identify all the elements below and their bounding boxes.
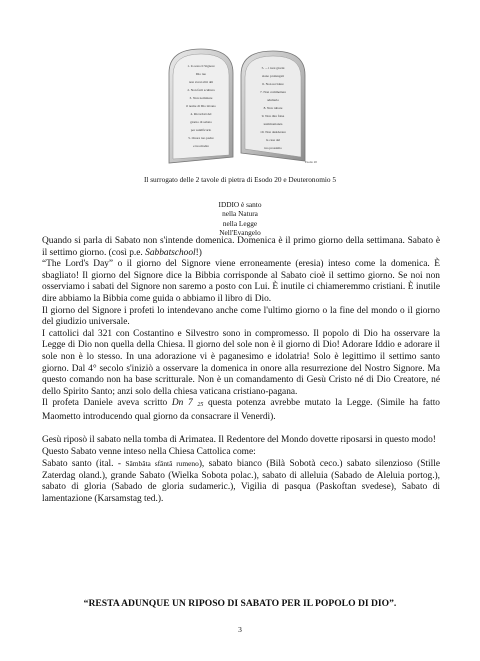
tablet-commandment-line: la casa del — [265, 138, 281, 142]
paragraph-jesus-rested: Gesù riposò il sabato nella tomba di Arimatea. Il Redentore del Mondo dovette riposarsi in questo modo! — [42, 435, 436, 446]
tablet-commandment-line: e tua madre — [193, 144, 209, 148]
tablet-commandment-line: 7. Non commettere — [259, 90, 287, 94]
tablet-commandment-line: 6. Non uccidere — [262, 82, 284, 86]
tablet-commandment-line: 9. Non dire falsa — [261, 114, 285, 118]
tablet-commandment-line: 1. Io sono il Signore — [187, 64, 215, 68]
stone-tablets-illustration — [163, 45, 318, 167]
tablet-commandment-line: non avrai altri dèi — [188, 80, 214, 84]
motto-block — [0, 200, 480, 238]
tablet-commandment-line: adulterio — [266, 98, 280, 102]
paragraph-sabato-definition: Quando si parla di Sabato non s'intende domenica. Domenica è il primo giorno della settimana. Sabato è il settimo giorno. (così p.e. Sabbatschool!) — [42, 236, 440, 258]
tablet-commandment-line: 4. Ricordati del — [190, 112, 212, 116]
paragraph-prophets: Il giorno del Signore i profeti lo intendevano anche come l'ultimo giorno o la fine del mondo o il giorno del giudizio universale. — [42, 305, 440, 328]
bible-reference: Dn 7 — [171, 398, 193, 409]
tablet-commandment-line: 10. Non desiderare — [260, 130, 286, 134]
tablet-commandment-line: 8. Non rubare — [263, 106, 283, 110]
tablet-commandment-line: testimonianza — [263, 122, 283, 126]
tablet-commandment-line: 5. Onora tuo padre — [188, 136, 214, 140]
paragraph-daniel: Il profeta Daniele aveva scritto Dn 7 25 questa potenza avrebbe mutato la Legge. (Simile ha fatto Maometto introducendo qual giorno da consacrare il Venerdì). — [42, 398, 440, 422]
tablet-commandment-line: 2. Non farti scultura — [187, 88, 215, 92]
motto-line: IDDIO è santo — [218, 200, 262, 209]
tablet-commandment-line: il nome di Dio invano — [186, 104, 216, 108]
closing-quote: “RESTA ADUNQUE UN RIPOSO DI SABATO PER IL POPOLO DI DIO”. — [83, 598, 397, 609]
tablet-commandment-line: tuo prossimo — [264, 146, 282, 150]
paragraph-sabbath-names: Sabato santo (ital. - Sâmbăta sfântă rumeno), sabato bianco (Bilà Sobotà ceco.) sabato silenzioso (Stille Zaterdag oland.), grande Sabato (Wielka Sobota polac.), sabato di alleluia (Sabado de Aleluia portog.), sabato di gloria (Sabado de gloria sudameric.), Vigilia di pasqua (Paskoftan svedese), Sabato di lamentazione (Karsamstag ted.). — [42, 459, 440, 505]
bible-reference-verse: 25 — [197, 402, 204, 409]
motto-line: Nell'Evangelo — [219, 228, 261, 238]
tablet-commandment-line: 5. ... i tuoi giorni — [261, 66, 285, 70]
motto-line: nella Legge — [222, 218, 258, 228]
sabbatschool-term: Sabbatschool — [145, 247, 196, 258]
paragraph-catholic-names-intro: Questo Sabato venne inteso nella Chiesa Cattolica come: — [42, 446, 256, 457]
figure-caption: Il surrogato delle 2 tavole di pietra di Esodo 20 e Deuteronomio 5 — [143, 175, 337, 184]
tablet-commandment-line: giorno di sabato — [190, 120, 212, 124]
stone-tablets-figure — [163, 45, 318, 167]
tablet-commandment-line: siano prolungati — [262, 74, 284, 78]
paragraph-catholics: I cattolici dal 321 con Costantino e Silvestro sono in compromesso. Il popolo di Dio ha osservare la Legge di Dio non quella della Chiesa. Il giorno del sole non è il giorno di Dio! Adorare Iddio e adorare il sole non è lo stesso. In una adorazione vi è paganesimo e idolatria! Solo è legittimo il settimo santo giorno. Dal 4° secolo s'iniziò a osservare la domenica in onore alla resurrezione del Nostro Signore. Ma questo comando non ha base scritturale. Non è un comandamento di Gesù Cristo né di Dio Creatore, né dello Spirito Santo; anzi solo della chiesa vaticana cristiano-pagana. — [42, 328, 440, 397]
page-number: 3 — [238, 625, 242, 634]
body-text — [42, 236, 440, 506]
tablet-commandment-line: per santificarlo — [190, 128, 212, 132]
paragraph-lords-day: “The Lord's Day” o il giorno del Signore viene erroneamente (eresia) inteso come la domenica. È sbagliato! Il giorno del Signore dice la Bibbia corrisponde al Sabato cioè il settimo giorno. Se noi non osserviamo i sabati del Signore non saremo a posto con Lui. È inutile ci chiameremmo cristiani. È inutile dire abbiamo la Bibbia come guida o abbiamo il libro di Dio. — [42, 259, 440, 304]
tablet-source-label: Esodo 20 — [305, 160, 317, 164]
motto-line: nella Natura — [222, 209, 258, 219]
tablet-commandment-line: 3. Non nominare — [189, 96, 213, 100]
tablet-commandment-line: Dio tuo — [195, 72, 207, 76]
